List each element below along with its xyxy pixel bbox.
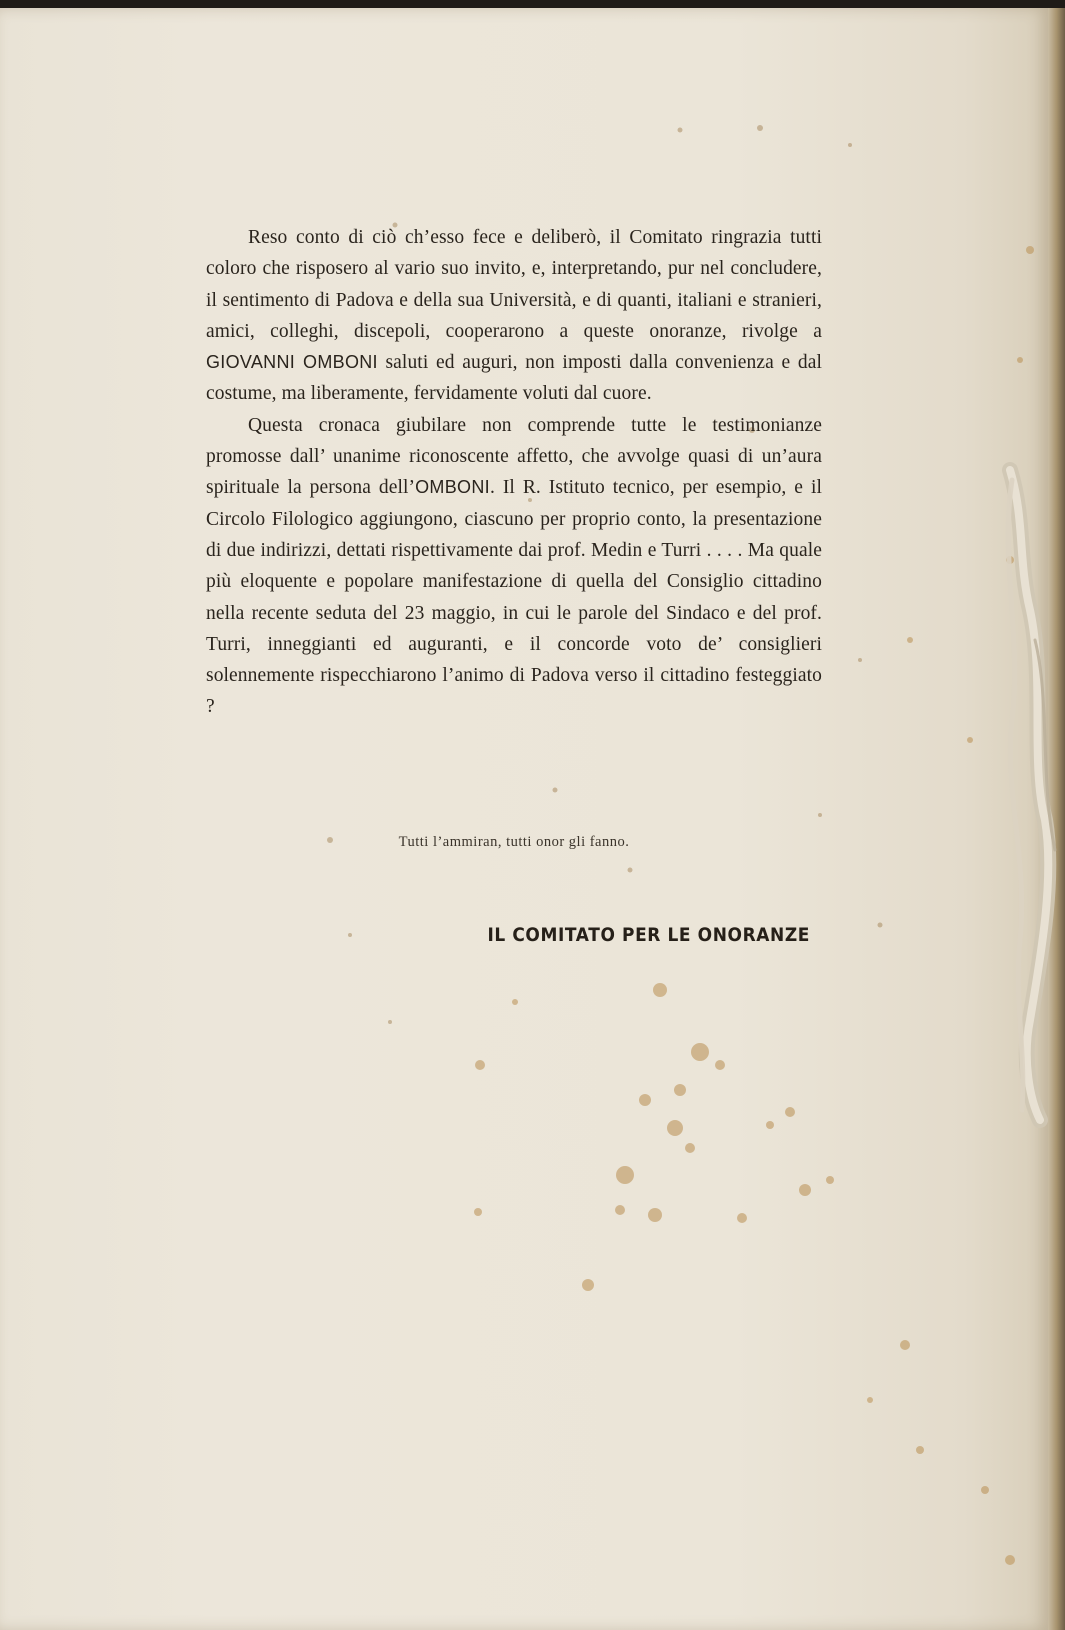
paragraph-chronicle (206, 410, 822, 723)
body-text (206, 222, 822, 723)
committee-signature: IL COMITATO PER LE ONORANZE (487, 924, 810, 947)
paragraph-2-text: Questa cronaca giubilare non comprende tutte le testimonianze promosse dall’ unanime riconoscente affetto, che avvolge quasi di un’aura spirituale la persona dell’ (206, 414, 822, 499)
honoree-surname: OMBONI (415, 477, 490, 498)
paragraph-acknowledgement (206, 222, 822, 410)
paragraph-1-text: Reso conto di ciò ch’esso fece e deliberò, il Comitato ringrazia tutti coloro che risposero al vario suo invito, e, interpretando, pur nel concludere, il sentimento di Padova e della sua Università, e di quanti, italiani e stranieri, amici, colleghi, discepoli, cooperarono a queste onoranze, rivolge a (206, 227, 822, 342)
paragraph-1-continuation: saluti ed auguri, non imposti dalla convenienza e dal costume, ma liberamente, fervidamente voluti dal cuore. (206, 352, 822, 405)
honoree-name: GIOVANNI OMBONI (206, 352, 378, 373)
paragraph-2-continuation: . Il R. Istituto tecnico, per esempio, e il Circolo Filologico aggiungono, ciascuno per proprio conto, la presentazione di due indirizzi, dettati rispettivamente dai prof. Medin e Turri . . . . Ma quale più eloquente e popolare manifestazione di quella del Consiglio cittadino nella recente seduta del 23 maggio, in cui le parole del Sindaco e del prof. Turri, inneggianti ed auguranti, e il concorde voto de’ consiglieri solennemente rispecchiarono l’animo di Padova verso il cittadino festeggiato ? (206, 477, 822, 718)
page-binding-edge (1048, 8, 1065, 1630)
epigraph-quote: Tutti l’ammiran, tutti onor gli fanno. (398, 834, 630, 850)
